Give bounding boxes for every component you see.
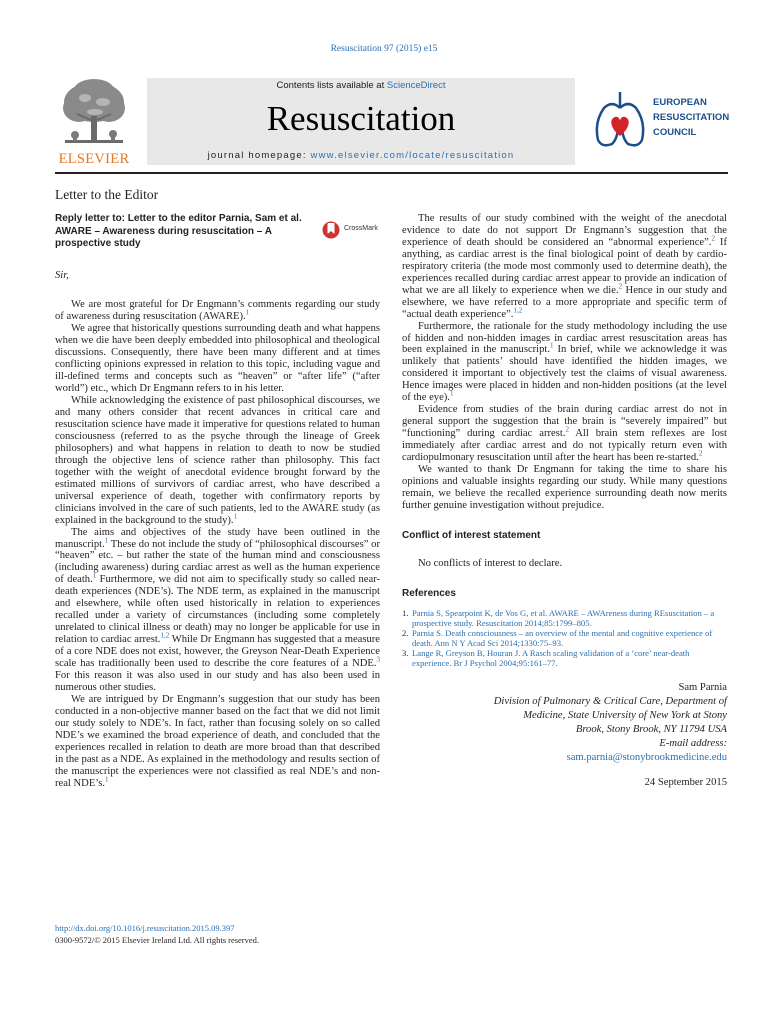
paragraph-6: The results of our study combined with the weight of the anecdotal evidence to date do not support Dr Engmann’s suggestion that the experience of death should be considered an “abnormal experience”.$^2$ If anything, as cardiac arrest is the final biological point of death by cardio-respiratory criteria (the mode most commonly used to determine death), the experiences recalled during cardiac arrest appear to provide an indication of what we are all likely to experience when we die.$^2$ Hence in our study and elsewhere, we have referred to a more appropriate and specific term of “actual death experience”.$^{1,2}$ <box>402 213 727 320</box>
paragraph-5: We are intrigued by Dr Engmann’s suggestion that our study has been conducted in a non-objective manner based on the fact that we did not limit our study solely to NDE’s. In fact, rather than focusing solely on so called NDE’s we examined the broad experience of death, and concluded that the experiences recalled in relation to death are more broad than that described in the past as a NDE. As explained in the methodology and results section of the manuscript the experiences were not classified as real NDE’s and non-real NDE’s.$^1$ <box>55 693 380 789</box>
header-rule <box>55 172 728 174</box>
coi-heading: Conflict of interest statement <box>402 529 541 541</box>
email-label: E-mail address: <box>659 737 727 749</box>
paragraph-3: While acknowledging the existence of past philosophical discourses, we and many others consider that recent advances in critical care and resuscitation science have made it imperative for questions related to human consciousness (referred to as the psyche through the lineage of Greek philosophers) and what happens in relation to death to now be studied through the objective lens of science rather than philosophy. This fact together with the weight of anecdotal evidence brought forward by the estimated millions of survivors of cardiac arrest, who have described a universal experience of death, together with confirmatory reports by clinicians involved in the care of such patients, led to the AWARE study (as explained in the background to the study).$^1$ <box>55 395 380 526</box>
author-email-link[interactable]: sam.parnia@stonybrookmedicine.edu <box>566 751 727 763</box>
homepage-label: journal homepage: <box>207 150 311 161</box>
ref-link[interactable]: 1 <box>104 535 109 544</box>
doi-link[interactable]: http://dx.doi.org/10.1016/j.resuscitation.2015.09.397 <box>55 923 235 933</box>
paragraph-4: The aims and objectives of the study have been outlined in the manuscript.$^1$ These do not include the study of “philosophical discourses” or “heaven” etc. – but rather the state of the human mind and consciousness (including awareness) during cardiac arrest as well as the human experience of death.$^1$ Furthermore, we did not aim to specifically study so called near-death experiences (NDE’s). The NDE term, as explained in the manuscript and elsewhere, while often used historically in relation to experiences recalled under a variety of circumstances (including some completely unrelated to clinical illness or death) may no longer be applicable for use in relation to cardiac arrest.$^{1,2}$ While Dr Engmann has suggested that a measure of a core NDE does not exist, however, the Greyson Near-Death Experience scale has traditionally been used to describe the core features of a NDE.$^3$ For this reason it was also used in our study and has also been used in numerous other studies. <box>55 526 380 693</box>
ref-link[interactable]: 1 <box>92 571 97 580</box>
right-column <box>402 213 727 789</box>
journal-title: Resuscitation <box>266 99 456 138</box>
ref-link[interactable]: 2 <box>698 449 703 458</box>
erc-line-1: EUROPEAN <box>653 97 707 108</box>
author-name: Sam Parnia <box>678 681 727 693</box>
homepage-link[interactable]: www.elsevier.com/locate/resuscitation <box>310 150 515 161</box>
journal-citation[interactable]: Resuscitation 97 (2015) e15 <box>330 44 438 54</box>
publisher-logo-text: ELSEVIER <box>58 151 130 167</box>
sciencedirect-link[interactable]: ScienceDirect <box>386 80 446 91</box>
references-heading: References <box>402 587 456 599</box>
journal-homepage <box>147 150 575 161</box>
ref-link[interactable]: 2 <box>618 282 623 291</box>
salutation: Sir, <box>55 269 69 281</box>
contents-prefix: Contents lists available at <box>276 80 387 91</box>
letter-date: 24 September 2015 <box>644 776 727 788</box>
coi-text: No conflicts of interest to declare. <box>418 557 563 569</box>
ref-link[interactable]: 1 <box>105 775 109 784</box>
erc-lungs-heart-icon <box>592 86 648 152</box>
author-signature <box>402 681 727 765</box>
erc-logo-text <box>653 95 729 140</box>
ref-link[interactable]: 2 <box>711 234 715 243</box>
affiliation-line: Brook, Stony Brook, NY 11794 USA <box>575 723 727 735</box>
paragraph-7: Furthermore, the rationale for the study methodology including the use of hidden and non-hidden images in cardiac arrest resuscitation areas has been explained in the manuscript.$^1$ In brief, while we acknowledge it was unlikely that patients’ should have identified the hidden images, we considered it important to objectively test the claims of visual awareness. Hence images were placed in hidden and non-hidden positions (at the level of the eye).$^1$ <box>402 320 727 404</box>
contents-line <box>147 80 575 91</box>
ref-link[interactable]: 3 <box>376 655 380 664</box>
erc-line-3: COUNCIL <box>653 127 697 138</box>
affiliation-line: Medicine, State University of New York at Stony <box>523 709 727 721</box>
copyright-notice: 0300-9572/© 2015 Elsevier Ireland Ltd. All rights reserved. <box>55 935 260 945</box>
reference-list <box>402 608 727 668</box>
affiliation-line: Division of Pulmonary & Critical Care, Department of <box>493 695 727 707</box>
paragraph-1: We are most grateful for Dr Engmann’s comments regarding our study of awareness during resuscitation (AWARE).$^1$ <box>55 299 380 323</box>
reference-item[interactable]: 2. Parnia S. Death consciousness – an overview of the mental and cognitive experience of death. Ann N Y Acad Sci 2014;1330:75–93. <box>402 627 713 648</box>
left-column <box>55 213 380 790</box>
erc-line-2: RESUSCITATION <box>653 112 730 123</box>
ref-link[interactable]: 1,2 <box>160 631 170 640</box>
ref-link[interactable]: 2 <box>565 425 569 434</box>
ref-link[interactable]: 1 <box>550 341 554 350</box>
ref-link[interactable]: 1,2 <box>513 306 523 315</box>
crossmark-label: CrossMark <box>344 225 378 232</box>
ref-link[interactable]: 1 <box>449 389 454 398</box>
ref-link[interactable]: 1 <box>233 512 238 521</box>
ref-link[interactable]: 1 <box>245 308 250 317</box>
paragraph-2: We agree that historically questions surrounding death and what happens when we die have been deeply embedded into philosophical and theological discussions. Consequently, there have been many different and at times conflicting opinions expressed in relation to this topic, including vague and ill-defined terms and concepts such as “heaven” or “after life” (“after world”) etc., which Dr Engmann refers to in his letter. <box>55 323 380 395</box>
article-title: Reply letter to: Letter to the editor Parnia, Sam et al. AWARE – Awareness during resuscitation – A prospective study <box>55 213 302 249</box>
reference-item[interactable]: 3. Lange R, Greyson B, Houran J. A Rasch scaling validation of a ‘core’ near-death experience. Br J Psychol 2004;95:161–77. <box>402 647 690 668</box>
paragraph-9: We wanted to thank Dr Engmann for taking the time to share his opinions and valuable insights regarding our study. While many questions remain, we believe the recalled experience surrounding death now merits further genuine investigation without prejudice. <box>402 464 727 511</box>
section-label: Letter to the Editor <box>55 187 159 202</box>
paragraph-8: Evidence from studies of the brain during cardiac arrest do not in general support the suggestion that the brain is “severely impaired” but “functioning” during cardiac arrest.$^2$ All brain stem reflexes are lost immediately after cardiac arrest and do not typically return even with cardiopulmonary resuscitation until after the heart has been re-started.$^2$ <box>402 404 727 464</box>
reference-item[interactable]: 1. Parnia S, Spearpoint K, de Vos G, et al. AWARE – AWAreness during REsuscitation – a prospective study. Resuscitation 2014;85:1799–805. <box>402 607 715 628</box>
